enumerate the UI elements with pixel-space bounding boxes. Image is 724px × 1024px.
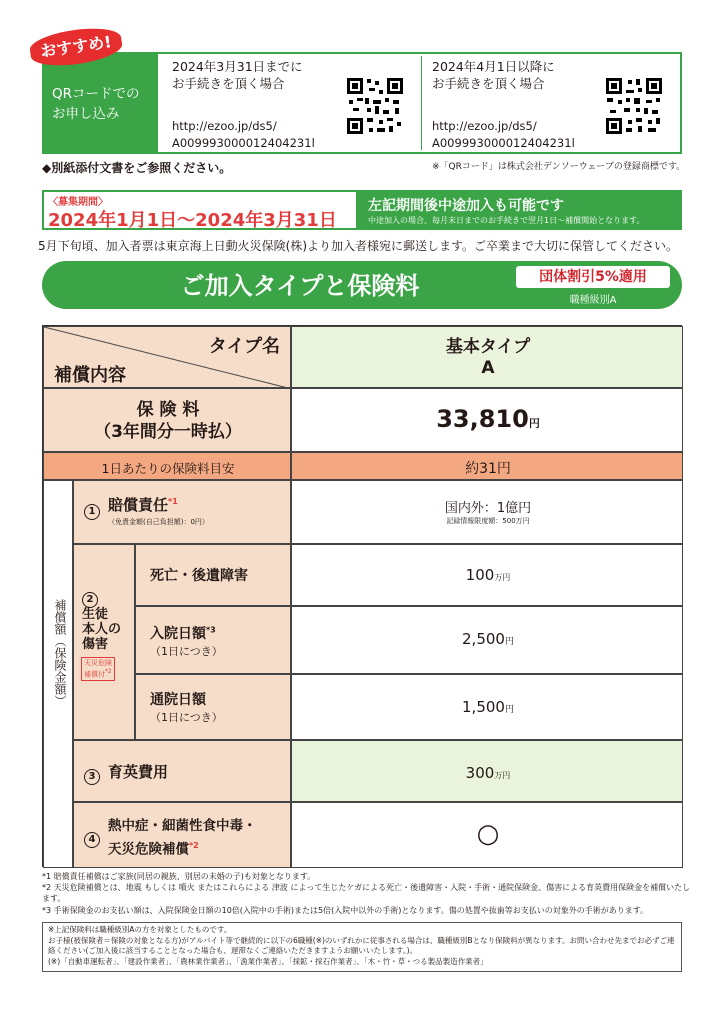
row2-title	[82, 607, 121, 652]
row1-value-cell	[291, 480, 683, 544]
row4-value-cell	[291, 802, 683, 868]
row4-label-cell	[73, 802, 291, 868]
daily-value-cell	[291, 452, 683, 480]
row3-num: 3	[84, 769, 100, 785]
row2-tag	[81, 657, 115, 681]
row3-value-cell	[291, 740, 683, 802]
qr-col2-line2: お手続きを頂く場合	[432, 76, 545, 91]
premium-value: 33,810	[436, 405, 529, 433]
qr-col1-url2[interactable]: A009993000012404231l	[172, 136, 315, 150]
footnote-box-1: ※上記保険料は職種級別Aの方を対象としたものです。	[48, 925, 232, 934]
row4-number-icon	[84, 827, 100, 848]
period-right-note: 中途加入の場合、毎月末日までのお手続きで翌月1日～補償開始となります。	[368, 216, 645, 225]
row1-number-icon	[84, 499, 100, 520]
death-value-wrap	[292, 565, 684, 584]
row2-title-1: 生徒	[82, 607, 109, 622]
mail-note: 5月下旬頃、加入者票は東京海上日動火災保険(株)より加入者様宛に郵送します。ご卒業まで大切に保管してください。	[38, 239, 679, 253]
premium-label	[44, 399, 292, 443]
hosp-unit: 円	[504, 637, 514, 647]
discount-badge: 団体割引5%適用	[516, 266, 670, 288]
row3-label-cell	[73, 740, 291, 802]
hosp-label: 入院日額	[150, 626, 206, 642]
outp-label-cell	[135, 674, 291, 740]
row4-mark: *2	[189, 841, 199, 850]
hosp-value-cell	[291, 606, 683, 674]
recommend-badge: おすすめ!	[28, 24, 124, 70]
row3-unit: 万円	[494, 771, 511, 780]
row4-value: ○	[476, 819, 500, 849]
row2-title-3: 傷害	[82, 637, 109, 652]
outp-unit: 円	[504, 705, 514, 715]
qr-col1-heading	[172, 58, 303, 92]
row4-title	[108, 817, 257, 860]
premium-label-2: （3年間分一時払）	[94, 422, 242, 442]
row2-num: 2	[82, 592, 98, 608]
row1-mark: *1	[168, 497, 178, 506]
row4-title-2: 天災危険補償	[108, 841, 189, 858]
death-value-cell	[291, 544, 683, 606]
period-dates: 2024年1月1日～2024年3月31日	[48, 210, 337, 231]
premium-value-cell	[291, 388, 683, 452]
qr-col1-url[interactable]	[172, 118, 315, 152]
row1-label-cell	[73, 480, 291, 544]
type-name	[292, 337, 684, 379]
row4-num: 4	[84, 832, 100, 848]
row3-value: 300	[465, 764, 495, 782]
hosp-value-wrap	[292, 629, 684, 648]
hosp-value: 2,500	[462, 630, 505, 648]
period-label: 〈募集期間〉	[48, 197, 108, 208]
hosp-label-cell	[135, 606, 291, 674]
premium-value-wrap	[292, 405, 684, 433]
daily-label-cell	[43, 452, 291, 480]
qr-col1-line2: お手続きを頂く場合	[172, 76, 285, 91]
period-right-title: 左記期間後中途加入も可能です	[368, 198, 564, 214]
qr-left-label	[52, 84, 156, 124]
footnote-box-3: (※)「自動車運転者」、「建設作業者」、「農林業作業者」、「漁業作業者」、「採鉱・採石作業者」、「木・竹・草・つる製品製造作業者」	[48, 956, 488, 966]
qr-trademark-note: ※「QRコード」は株式会社デンソーウェーブの登録商標です。	[432, 162, 686, 172]
row2-tag-mark: *2	[105, 669, 112, 675]
footnote-3: *3 手術保険金のお支払い額は、入院保険金日額の10倍(入院中の手術)または5倍(入院中以外の手術)となります。傷の処置や抜歯等お支払いの対象外の手術があります。	[42, 906, 649, 915]
row2-number-icon	[82, 587, 98, 608]
type-name-cell	[291, 326, 683, 388]
row1-title: 賠償責任	[108, 496, 169, 514]
premium-label-cell	[43, 388, 291, 452]
footnote-2: *2 天災危険補償とは、地震 もしくは 噴火 またはこれらによる 津波 によって生じたケガによる死亡・後遺障害・入院・手術・通院保険金、傷害による育英費用保険金を補償いたします。	[42, 883, 691, 903]
death-label: 死亡・後遺障害	[150, 568, 248, 584]
row3-title: 育英費用	[108, 763, 169, 781]
row1-value-sub: 記録情報限度額：500万円	[446, 517, 530, 525]
type-name-1: 基本タイプ	[445, 337, 531, 357]
qr-col2-url[interactable]	[432, 118, 575, 152]
qr-code-icon-2[interactable]	[604, 76, 664, 136]
death-unit: 万円	[494, 573, 511, 582]
outp-sub: （1日につき）	[150, 711, 223, 724]
qr-left-label-1: QRコードでの	[52, 86, 140, 102]
qr-col2-heading	[432, 58, 555, 92]
row1-num: 1	[84, 504, 100, 520]
daily-value: 約31円	[465, 461, 511, 477]
death-label-cell	[135, 544, 291, 606]
type-name-2: A	[481, 358, 495, 378]
hosp-label-wrap	[150, 623, 216, 643]
footnote-1: *1 賠償責任補償はご家族(同居の親族、別居の未婚の子)も対象となります。	[42, 872, 316, 881]
footnote-box-text	[48, 925, 678, 967]
qr-col1-url1[interactable]: http://ezoo.jp/ds5/	[172, 119, 277, 133]
qr-col2-line1: 2024年4月1日以降に	[432, 59, 555, 74]
attachment-note: ◆別紙添付文書をご参照ください。	[42, 161, 232, 175]
death-value: 100	[465, 566, 495, 584]
qr-separator	[421, 56, 422, 150]
coverage-header: 補償内容	[54, 365, 126, 386]
row1-value: 国内外：1億円	[444, 501, 532, 516]
outp-value-wrap	[292, 697, 684, 716]
page-title: ご加入タイプと保険料	[180, 272, 420, 300]
premium-label-1: 保 険 料	[136, 400, 200, 420]
row3-value-wrap	[292, 763, 684, 782]
qr-left-label-2: お申し込み	[52, 106, 120, 122]
footnote-box-2: お子様(被保険者＝保険の対象となる方)がアルバイト等で継続的に以下の6職種(※)のいずれかに従事される場合は、職種級別Bとなり保険料が異なります。お問い合わせ先までお必ずご連絡ください(ご加入後に該当することとなった場合も、遅滞なくご連絡いただきますようお願いいたします。)。	[48, 935, 675, 955]
type-header: タイプ名	[208, 336, 280, 357]
qr-col2-url1[interactable]: http://ezoo.jp/ds5/	[432, 119, 537, 133]
row2-label-cell	[73, 544, 135, 740]
outp-label: 通院日額	[150, 692, 206, 708]
row2-title-2: 本人の	[82, 622, 122, 637]
vertical-label: 補償額（保険金額）	[53, 599, 67, 707]
row1-sub: （免責金額(自己負担額)：0円）	[108, 518, 209, 526]
outp-value: 1,500	[462, 698, 505, 716]
daily-label: 1日あたりの保険料目安	[101, 461, 235, 476]
coverage-table	[42, 325, 682, 867]
row2-tag-1: 天災危険	[84, 659, 112, 667]
row2-tag-2: 補償付	[84, 670, 105, 679]
premium-unit: 円	[528, 417, 540, 430]
header-left-cell	[43, 326, 291, 388]
qr-code-icon-1[interactable]	[345, 76, 405, 136]
qr-col2-url2[interactable]: A009993000012404231l	[432, 136, 575, 150]
outp-value-cell	[291, 674, 683, 740]
hosp-sub: （1日につき）	[150, 645, 223, 658]
row1-title-wrap	[108, 494, 178, 515]
vertical-label-cell	[43, 480, 73, 868]
hosp-mark: *3	[206, 625, 216, 635]
row4-title-1: 熱中症・細菌性食中毒・	[108, 818, 257, 834]
qr-col1-line1: 2024年3月31日までに	[172, 59, 303, 74]
job-class-label: 職種級別A	[569, 295, 617, 306]
row3-number-icon	[84, 764, 100, 785]
